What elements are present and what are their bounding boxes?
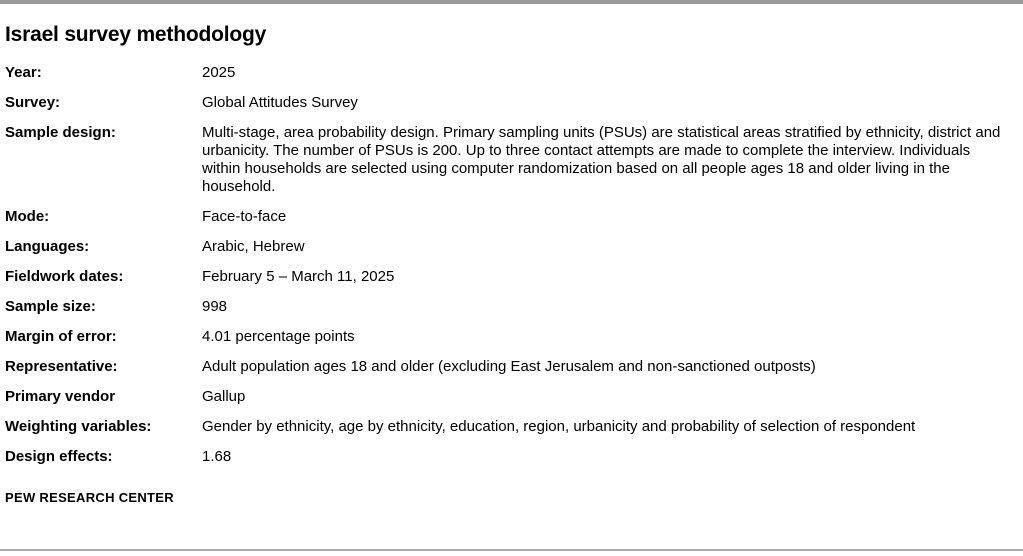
page-content — [0, 4, 1023, 505]
row-label: Survey: — [5, 94, 61, 111]
row-label: Margin of error: — [5, 328, 117, 345]
row-value: 998 — [202, 298, 228, 315]
page-title: Israel survey methodology — [5, 23, 267, 46]
row-representative — [5, 358, 1010, 376]
row-value: February 5 – March 11, 2025 — [202, 268, 395, 285]
row-value: Adult population ages 18 and older (excluding East Jerusalem and non-sanctioned outposts) — [202, 358, 816, 375]
row-languages — [5, 238, 1010, 256]
row-label: Mode: — [5, 208, 50, 225]
row-design-effects — [5, 448, 1010, 466]
row-label: Sample design: — [5, 124, 116, 141]
row-survey — [5, 94, 1010, 112]
row-label: Representative: — [5, 358, 118, 375]
row-label: Primary vendor — [5, 388, 116, 405]
row-primary-vendor — [5, 388, 1010, 406]
row-sample-design — [5, 124, 1010, 196]
row-value: 1.68 — [202, 448, 232, 465]
row-value: Global Attitudes Survey — [202, 94, 358, 111]
row-value: Gallup — [202, 388, 246, 405]
row-label: Design effects: — [5, 448, 113, 465]
methodology-table — [5, 64, 1010, 466]
row-margin-of-error — [5, 328, 1010, 346]
row-weighting-variables — [5, 418, 1010, 436]
row-value: 2025 — [202, 64, 236, 81]
row-label: Weighting variables: — [5, 418, 152, 435]
row-label: Sample size: — [5, 298, 96, 315]
bottom-rule — [0, 549, 1023, 551]
row-label: Year: — [5, 64, 42, 81]
row-value: Arabic, Hebrew — [202, 238, 305, 255]
row-sample-size — [5, 298, 1010, 316]
row-value: Face-to-face — [202, 208, 287, 225]
row-value: Multi-stage, area probability design. Primary sampling units (PSUs) are statistical areas stratified by ethnicity, district and urbanicity. The number of PSUs is 200. Up to three contact attempts are made to complete the interview. Individuals within households are selected using computer randomization based on all people ages 18 and older living in the household. — [202, 124, 1001, 195]
row-value: 4.01 percentage points — [202, 328, 355, 345]
row-label: Languages: — [5, 238, 90, 255]
row-fieldwork-dates — [5, 268, 1010, 286]
pew-research-center-wordmark: PEW RESEARCH CENTER — [5, 490, 174, 505]
row-year — [5, 64, 1010, 82]
row-label: Fieldwork dates: — [5, 268, 124, 285]
row-value: Gender by ethnicity, age by ethnicity, education, region, urbanicity and probability of selection of respondent — [202, 418, 916, 435]
row-mode — [5, 208, 1010, 226]
